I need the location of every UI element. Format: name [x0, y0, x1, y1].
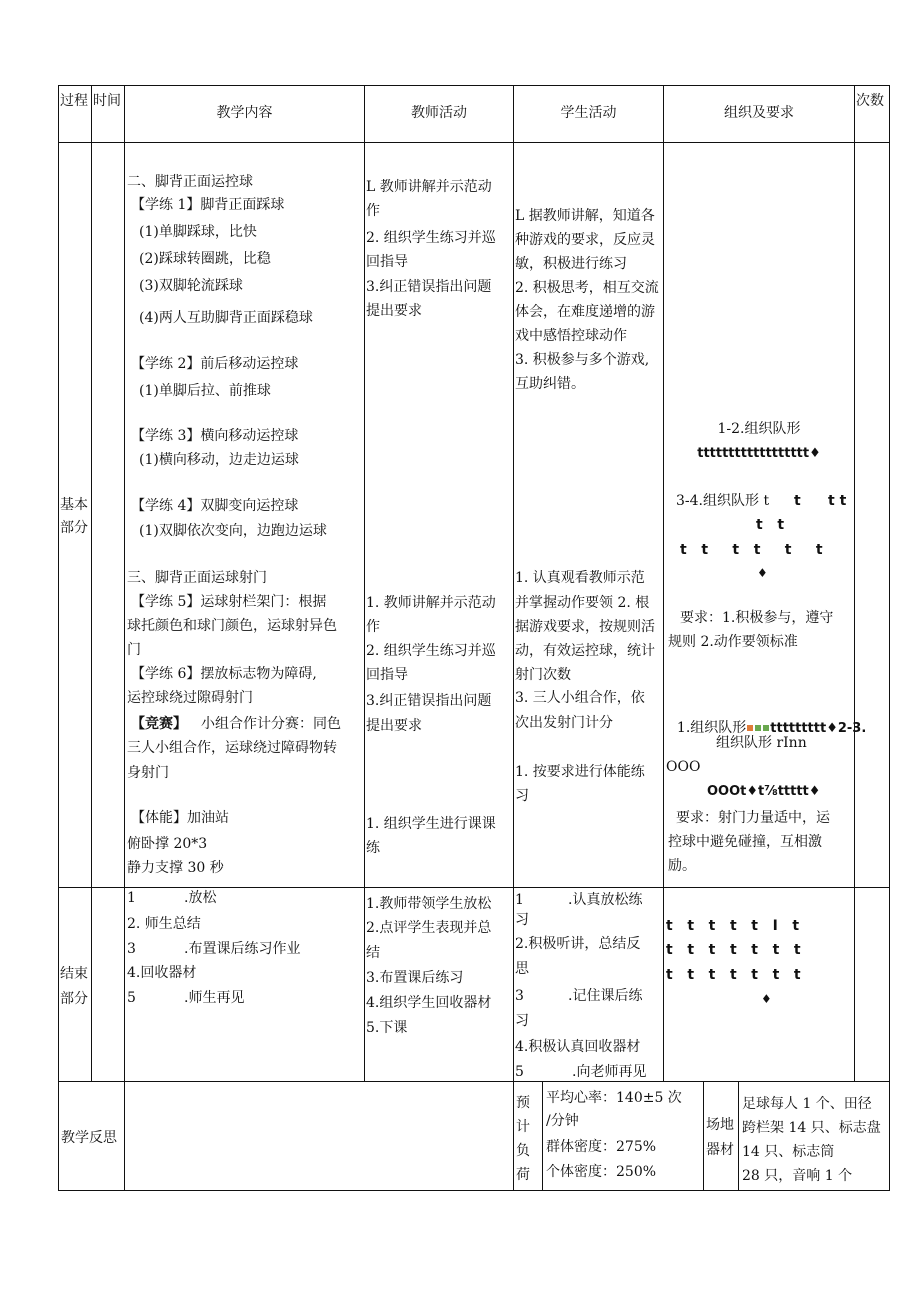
ending-content-line: 1: [127, 890, 136, 906]
teacher-line: 回指导: [366, 667, 408, 683]
org-formation-label: [668, 707, 866, 735]
org-requirement: 要求：1.积极参与，遵守: [680, 610, 834, 626]
ending-content-line: .师生再见: [184, 990, 245, 1006]
content-line: 【学练 3】横向移动运控球: [131, 428, 299, 444]
teacher-line: 提出要求: [366, 303, 422, 319]
col-line-org: [663, 85, 664, 1082]
student-line: 2. 积极思考，相互交流: [515, 280, 659, 296]
col-line-load: [542, 1081, 543, 1191]
reflection-label: 教学反思: [61, 1130, 117, 1146]
ending-student-line: 1: [515, 892, 524, 908]
student-line: 敏，积极进行练习: [515, 256, 627, 272]
content-line: (3)双脚轮流踩球: [139, 278, 243, 294]
col-line-student: [513, 85, 514, 1191]
basic-ending-divider: [58, 887, 890, 888]
org-formation-row: OOOt♦t⅞ttttt♦: [707, 784, 821, 799]
student-line: 互助纠错。: [515, 376, 585, 392]
ending-student-line: 习: [515, 912, 529, 928]
col-line-content: [124, 85, 125, 1191]
teacher-line: 练: [366, 840, 380, 856]
ending-content-line: 5: [127, 990, 136, 1006]
org-requirement: 控球中避免碰撞，互相激: [668, 834, 822, 850]
content-line: 三人小组合作，运球绕过障碍物转: [127, 740, 337, 756]
load-label-char: 预: [516, 1095, 530, 1111]
student-line: 种游戏的要求，反应灵: [515, 232, 655, 248]
ending-teacher-line: 结: [366, 945, 380, 961]
ending-formation-row: t t t t t t t: [666, 967, 801, 983]
org-formation-label-text: 1.组织队形: [676, 720, 747, 736]
ending-student-line: 2.积极听讲，总结反: [515, 936, 641, 952]
content-line: 【学练 2】前后移动运控球: [131, 356, 299, 372]
student-line: 3. 积极参与多个游戏,: [515, 352, 650, 368]
ending-teacher-marker: ♦: [761, 992, 772, 1006]
teacher-line: 作: [366, 619, 380, 635]
table-border-left: [58, 85, 59, 1191]
content-line: (1)横向移动，边走边运球: [139, 452, 299, 468]
content-line: 静力支撑 30 秒: [127, 860, 224, 876]
green-marker-icon: [763, 725, 769, 731]
content-line: 【体能】加油站: [131, 810, 229, 826]
content-line: 【学练 6】摆放标志物为障碍,: [131, 666, 317, 682]
col-line-teacher: [364, 85, 365, 1082]
org-formation-ooo: OOO: [666, 759, 701, 775]
content-line: (1)单脚踩球，比快: [139, 224, 257, 240]
content-line: 三、脚背正面运球射门: [127, 570, 267, 586]
teacher-line: L 教师讲解并示范动: [366, 179, 492, 195]
col-line-time: [91, 85, 92, 1082]
org-formation-row: t t t t t t: [680, 542, 823, 558]
student-line: 戏中感悟控球动作: [515, 328, 627, 344]
orange-marker-icon: [747, 725, 753, 731]
header-time: 时间: [93, 93, 121, 109]
content-line-bold: 【竞赛】: [131, 716, 187, 732]
ending-student-line: .向老师再见: [572, 1064, 647, 1080]
col-line-venue-label: [703, 1081, 704, 1191]
ending-teacher-line: 4.组织学生回收器材: [366, 995, 492, 1011]
ending-teacher-line: 2.点评学生表现并总: [366, 920, 492, 936]
venue-value: 28 只，音响 1 个: [742, 1168, 853, 1184]
teacher-line: 2. 组织学生练习并巡: [366, 230, 496, 246]
content-line: (4)两人互助脚背正面踩稳球: [139, 310, 313, 326]
content-line: 【学练 4】双脚变向运控球: [131, 498, 299, 514]
ending-student-line: .记住课后练: [568, 988, 643, 1004]
org-teacher-marker: ♦: [757, 566, 768, 580]
org-formation-3-4: 3-4.组织队形 t: [676, 493, 770, 509]
venue-value: 足球每人 1 个、田径: [742, 1096, 872, 1112]
org-formation-mark: t: [794, 493, 801, 509]
ending-content-line: 3: [127, 941, 136, 957]
load-value: 平均心率：140±5 次: [546, 1090, 682, 1106]
ending-formation-row: t t t t t t t: [666, 942, 801, 958]
student-line: 动，有效运控球，统计: [515, 643, 655, 659]
ending-student-line: 习: [515, 1013, 529, 1029]
org-formation-mark: t t: [828, 493, 847, 509]
org-formation-mark: t t: [756, 517, 785, 533]
content-line: (1)单脚后拉、前推球: [139, 383, 271, 399]
teacher-line: 2. 组织学生练习并巡: [366, 643, 496, 659]
ending-content-line: .放松: [184, 890, 217, 906]
load-label-char: 负: [516, 1143, 530, 1159]
student-line: 1. 按要求进行体能练: [515, 764, 645, 780]
teacher-line: 提出要求: [366, 718, 422, 734]
load-label-char: 计: [516, 1119, 530, 1135]
load-value: /分钟: [546, 1113, 579, 1129]
header-content: 教学内容: [216, 105, 273, 121]
ending-student-line: 5: [515, 1064, 524, 1080]
student-line: 习: [515, 788, 529, 804]
ending-content-line: 2. 师生总结: [127, 916, 201, 932]
col-line-venue: [738, 1081, 739, 1191]
table-border-bottom: [58, 1190, 890, 1191]
org-requirement: 规则 2.动作要领标准: [668, 634, 798, 650]
content-line: 二、脚背正面运控球: [127, 174, 253, 190]
content-line: 俯卧撑 20*3: [127, 836, 208, 852]
org-requirement: 励。: [668, 858, 696, 874]
content-line: (1)双脚依次变向，边跑边运球: [139, 523, 327, 539]
org-requirement: 要求：射门力量适中，运: [676, 810, 830, 826]
header-student: 学生活动: [560, 105, 617, 121]
student-line: 射门次数: [515, 667, 571, 683]
teacher-line: 3.纠正错误指出问题: [366, 279, 492, 295]
ending-student-line: 3: [515, 988, 524, 1004]
header-org: 组织及要求: [724, 105, 794, 121]
green-marker-icon: [755, 725, 761, 731]
org-formation-row: tttttttttttttttttt♦: [697, 446, 821, 461]
basic-label-1: 基本: [60, 497, 88, 513]
teacher-line: 作: [366, 203, 380, 219]
table-border-right: [889, 85, 890, 1191]
ending-label-2: 部分: [60, 991, 88, 1007]
load-value: 个体密度：250%: [546, 1164, 657, 1180]
student-line: 并掌握动作要领 2. 根: [515, 595, 650, 611]
ending-content-line: .布置课后练习作业: [184, 941, 301, 957]
org-formation-row: ttttttttt♦2-3.: [770, 721, 867, 736]
ending-student-line: 思: [515, 961, 529, 977]
org-formation-1-2: 1-2.组织队形: [717, 421, 801, 437]
student-line: L 据教师讲解，知道各: [515, 208, 655, 224]
header-teacher: 教师活动: [411, 105, 467, 121]
col-line-count: [854, 85, 855, 1082]
header-process: 过程: [60, 93, 88, 109]
load-label-char: 荷: [516, 1167, 530, 1183]
header-divider: [58, 142, 890, 143]
venue-label: 场地: [706, 1117, 734, 1133]
student-line: 3. 三人小组合作，依: [515, 690, 645, 706]
ending-teacher-line: 1.教师带领学生放松: [366, 896, 492, 912]
basic-label-2: 部分: [60, 520, 88, 536]
table-border-top: [58, 85, 890, 86]
ending-student-line: 4.积极认真回收器材: [515, 1039, 641, 1055]
student-line: 体会，在难度递增的游: [515, 304, 655, 320]
content-line: (2)踩球转圈跳，比稳: [139, 251, 271, 267]
teacher-line: 回指导: [366, 254, 408, 270]
content-line: 运控球绕过隙碍射门: [127, 690, 253, 706]
content-line: 【学练 1】脚背正面踩球: [131, 197, 285, 213]
content-line: 身射门: [127, 765, 169, 781]
ending-teacher-line: 5.下课: [366, 1020, 408, 1036]
ending-student-line: .认真放松练: [568, 892, 643, 908]
teacher-line: 1. 组织学生进行课课: [366, 816, 496, 832]
content-line: 门: [127, 642, 141, 658]
content-line: 【学练 5】运球射栏架门：根据: [131, 594, 327, 610]
ending-label-1: 结束: [60, 966, 88, 982]
venue-value: 14 只、标志筒: [742, 1144, 835, 1160]
student-line: 据游戏要求，按规则活: [515, 619, 655, 635]
ending-teacher-line: 3.布置课后练习: [366, 970, 464, 986]
header-count: 次数: [856, 93, 884, 109]
venue-value: 跨栏架 14 只、标志盘: [742, 1120, 881, 1136]
content-line: 球托颜色和球门颜色，运球射异色: [127, 618, 337, 634]
teacher-line: 3.纠正错误指出问题: [366, 693, 492, 709]
venue-label: 器材: [706, 1142, 734, 1158]
load-value: 群体密度：275%: [546, 1139, 657, 1155]
student-line: 1. 认真观看教师示范: [515, 570, 645, 586]
student-line: 次出发射门计分: [515, 715, 613, 731]
teacher-line: 1. 教师讲解并示范动: [366, 595, 496, 611]
ending-content-line: 4.回收器材: [127, 965, 197, 981]
ending-formation-row: t t t t t I t: [666, 918, 800, 934]
ending-reflection-divider: [58, 1081, 890, 1082]
org-formation-2-3: 组织队形 rInn: [716, 735, 807, 751]
content-line: 小组合作计分赛：同色: [201, 716, 341, 732]
